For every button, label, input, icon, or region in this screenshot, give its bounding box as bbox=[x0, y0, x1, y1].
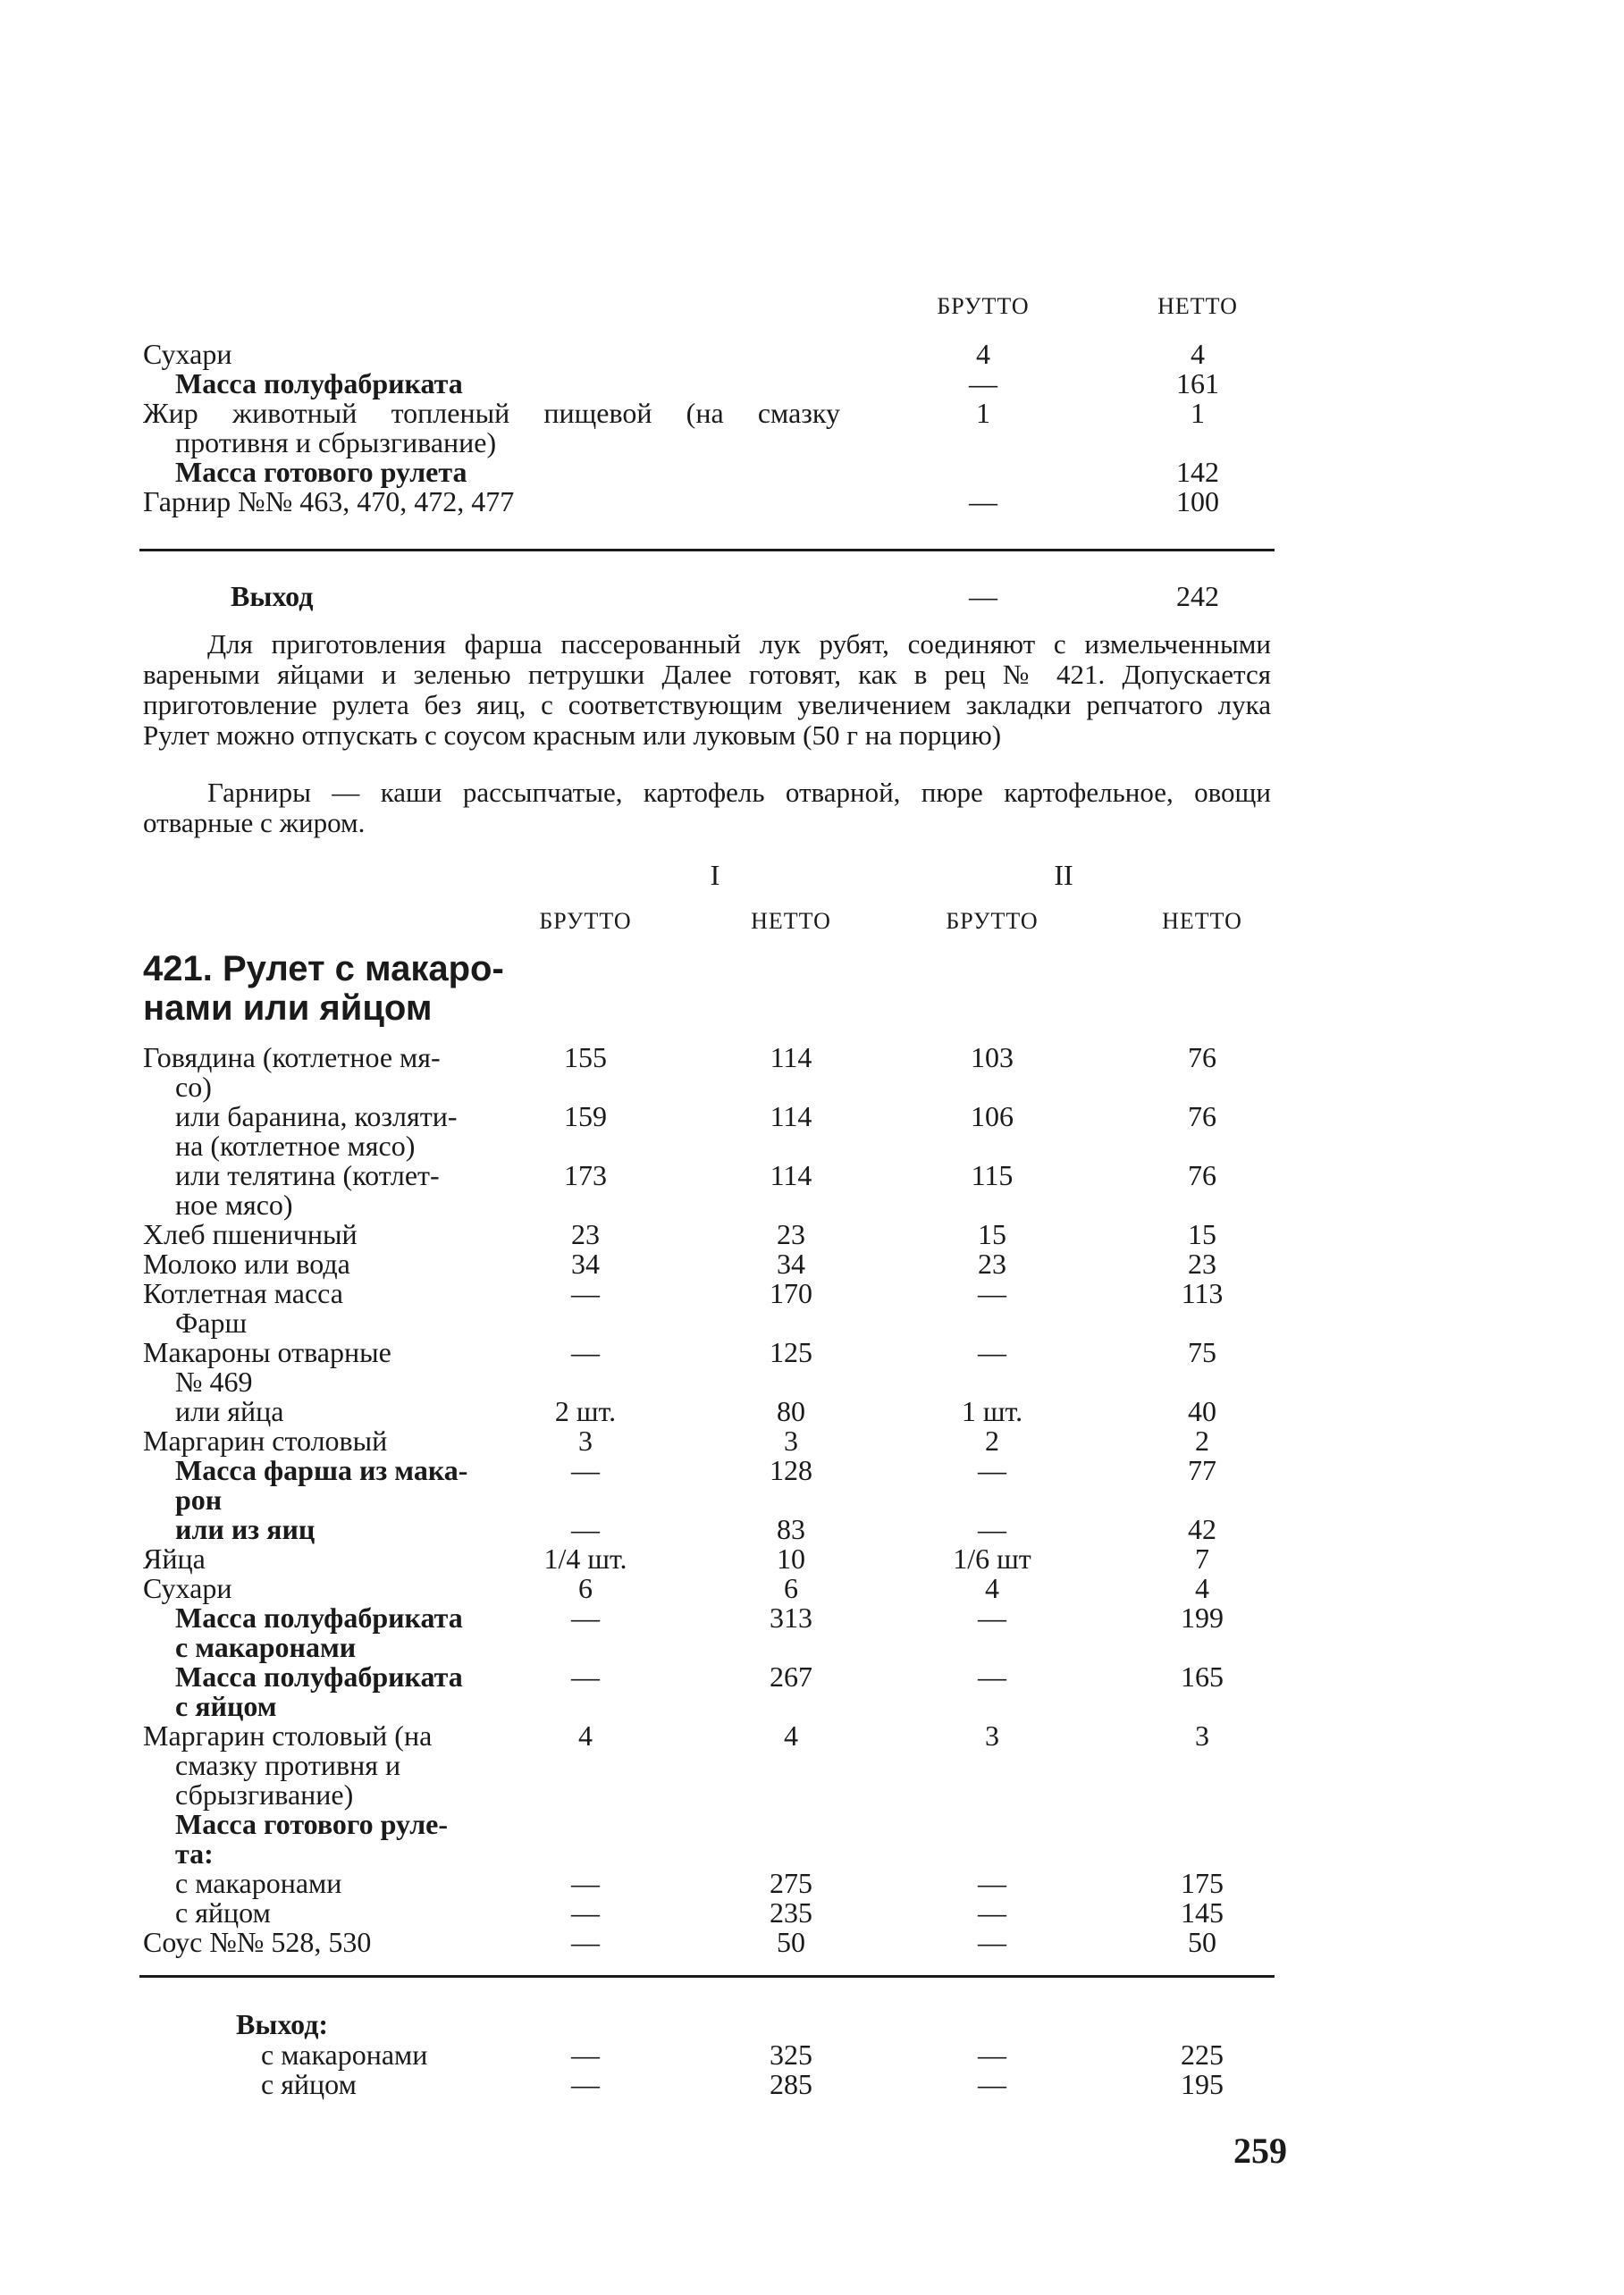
row-brutto: 1 bbox=[976, 397, 990, 429]
table-rule-bottom bbox=[139, 1975, 1275, 1978]
recipe-cell: 6 bbox=[784, 1572, 798, 1604]
recipe-cell: — bbox=[571, 1454, 600, 1486]
recipe-cell: 106 bbox=[971, 1100, 1014, 1132]
recipe-row-name: рон bbox=[175, 1484, 223, 1516]
recipe-row-name: или баранина, козляти- bbox=[175, 1100, 458, 1132]
recipe-cell: 75 bbox=[1188, 1336, 1216, 1368]
recipe-cell: 15 bbox=[978, 1218, 1006, 1250]
recipe-cell: 173 bbox=[564, 1159, 607, 1191]
recipe-cell: 3 bbox=[578, 1425, 593, 1457]
recipe-cell: — bbox=[571, 1867, 600, 1899]
recipe-cell: — bbox=[978, 1454, 1006, 1486]
recipe-row-name: сбрызгивание) bbox=[175, 1778, 354, 1811]
recipe-cell: — bbox=[571, 1926, 600, 1958]
row-name: Масса полуфабриката bbox=[175, 367, 463, 399]
recipe-cell: 76 bbox=[1188, 1159, 1216, 1191]
recipe-row-name: со) bbox=[175, 1071, 212, 1103]
recipe-cell: 40 bbox=[1188, 1395, 1216, 1427]
table-rule bbox=[139, 549, 1275, 551]
recipe-cell: — bbox=[571, 1513, 600, 1545]
recipe-cell: 165 bbox=[1181, 1660, 1224, 1693]
row-brutto: — bbox=[969, 485, 997, 517]
recipe-row-name: Яйца bbox=[143, 1543, 206, 1575]
recipe-row-name: Соус №№ 528, 530 bbox=[143, 1926, 372, 1958]
recipe-cell: 1 шт. bbox=[961, 1395, 1023, 1427]
paragraph-garnish: Гарниры — каши рассыпчатые, картофель отварной, пюре картофельное, овощи отварные с жиром. bbox=[143, 777, 1271, 838]
recipe-cell: 4 bbox=[784, 1719, 798, 1752]
recipe-row-name: Масса фарша из мака- bbox=[175, 1454, 468, 1486]
recipe-row-name: или яйца bbox=[175, 1395, 284, 1427]
recipe-row-name: Макароны отварные bbox=[143, 1336, 391, 1368]
recipe-cell: 103 bbox=[971, 1041, 1014, 1073]
recipe-cell: 2 bbox=[1195, 1425, 1209, 1457]
recipe-cell: 34 bbox=[777, 1248, 805, 1280]
recipe-cell: 114 bbox=[770, 1041, 812, 1073]
recipe-cell: — bbox=[978, 1896, 1006, 1929]
recipe-cell: 77 bbox=[1188, 1454, 1216, 1486]
recipe-cell: 76 bbox=[1188, 1041, 1216, 1073]
row-netto: 1 bbox=[1191, 397, 1205, 429]
recipe-row-name: Фарш bbox=[175, 1307, 248, 1339]
recipe-cell: 23 bbox=[1188, 1248, 1216, 1280]
recipe-cell: 115 bbox=[971, 1159, 1014, 1191]
recipe-cell: — bbox=[571, 1601, 600, 1634]
recipe-cell: 7 bbox=[1195, 1543, 1209, 1575]
recipe-cell: — bbox=[978, 1867, 1006, 1899]
recipe-cell: 80 bbox=[777, 1395, 805, 1427]
recipe-row-name: с яйцом bbox=[175, 1896, 271, 1929]
recipe-row-name: или из яиц bbox=[175, 1513, 316, 1545]
recipe-title-line2: нами или яйцом bbox=[143, 988, 433, 1028]
recipe-output-cell: — bbox=[978, 2068, 1006, 2100]
recipe-cell: 170 bbox=[770, 1277, 812, 1309]
col-header-netto-1: НЕТТО bbox=[751, 908, 831, 934]
recipe-cell: 23 bbox=[777, 1218, 805, 1250]
recipe-output-name: с яйцом bbox=[261, 2068, 357, 2100]
recipe-cell: 275 bbox=[770, 1867, 812, 1899]
recipe-cell: 23 bbox=[978, 1248, 1006, 1280]
recipe-cell: 2 шт. bbox=[554, 1395, 617, 1427]
recipe-row-name: Масса полуфабриката bbox=[175, 1601, 463, 1634]
recipe-output-cell: 325 bbox=[770, 2039, 812, 2071]
recipe-row-name: с макаронами bbox=[175, 1631, 357, 1663]
recipe-cell: 125 bbox=[770, 1336, 812, 1368]
recipe-cell: — bbox=[571, 1277, 600, 1309]
recipe-cell: 2 bbox=[985, 1425, 999, 1457]
recipe-cell: 235 bbox=[770, 1896, 812, 1929]
recipe-cell: — bbox=[571, 1336, 600, 1368]
recipe-cell: 15 bbox=[1188, 1218, 1216, 1250]
recipe-cell: 6 bbox=[578, 1572, 593, 1604]
row-name: Масса готового рулета bbox=[175, 456, 467, 488]
recipe-cell: — bbox=[978, 1601, 1006, 1634]
recipe-row-name: Молоко или вода bbox=[143, 1248, 350, 1280]
recipe-cell: 114 bbox=[770, 1100, 812, 1132]
recipe-output-cell: 195 bbox=[1181, 2068, 1224, 2100]
recipe-row-name: Хлеб пшеничный bbox=[143, 1218, 358, 1250]
recipe-output-cell: — bbox=[978, 2039, 1006, 2071]
output-label: Выход bbox=[231, 580, 314, 612]
recipe-row-name: Говядина (котлетное мя- bbox=[143, 1041, 441, 1073]
recipe-cell: 42 bbox=[1188, 1513, 1216, 1545]
row-name: Гарнир №№ 463, 470, 472, 477 bbox=[143, 485, 515, 517]
recipe-cell: — bbox=[571, 1896, 600, 1929]
recipe-row-name: с макаронами bbox=[175, 1867, 342, 1899]
recipe-cell: 50 bbox=[1188, 1926, 1216, 1958]
recipe-row-name: № 469 bbox=[175, 1366, 253, 1398]
recipe-row-name: ное мясо) bbox=[175, 1189, 293, 1221]
recipe-output-label: Выход: bbox=[236, 2008, 329, 2040]
recipe-cell: — bbox=[978, 1513, 1006, 1545]
recipe-row-name: смазку противня и bbox=[175, 1749, 401, 1781]
recipe-cell: — bbox=[978, 1926, 1006, 1958]
group-header-2: II bbox=[1054, 859, 1073, 891]
recipe-cell: 155 bbox=[564, 1041, 607, 1073]
recipe-cell: 34 bbox=[571, 1248, 600, 1280]
recipe-cell: 76 bbox=[1188, 1100, 1216, 1132]
recipe-row-name: на (котлетное мясо) bbox=[175, 1130, 416, 1162]
recipe-row-name: Масса готового руле- bbox=[175, 1808, 448, 1840]
recipe-cell: 3 bbox=[985, 1719, 999, 1752]
recipe-row-name: Котлетная масса bbox=[143, 1277, 343, 1309]
recipe-cell: — bbox=[978, 1336, 1006, 1368]
recipe-cell: 159 bbox=[564, 1100, 607, 1132]
recipe-cell: 313 bbox=[770, 1601, 812, 1634]
recipe-cell: 267 bbox=[770, 1660, 812, 1693]
recipe-row-name: Масса полуфабриката bbox=[175, 1660, 463, 1693]
recipe-output-cell: 225 bbox=[1181, 2039, 1224, 2071]
row-name: Жир животный топленый пищевой (на смазку bbox=[143, 397, 840, 429]
recipe-row-name: Сухари bbox=[143, 1572, 232, 1604]
recipe-cell: 199 bbox=[1181, 1601, 1224, 1634]
recipe-cell: 4 bbox=[1195, 1572, 1209, 1604]
recipe-output-cell: — bbox=[571, 2068, 600, 2100]
recipe-cell: 175 bbox=[1181, 1867, 1224, 1899]
recipe-cell: — bbox=[571, 1660, 600, 1693]
recipe-row-name: с яйцом bbox=[175, 1690, 277, 1722]
output-brutto: — bbox=[969, 580, 997, 612]
recipe-row-name: или телятина (котлет- bbox=[175, 1159, 440, 1191]
recipe-cell: 128 bbox=[770, 1454, 812, 1486]
col-header-brutto-1: БРУТТО bbox=[539, 908, 632, 934]
recipe-row-name: та: bbox=[175, 1837, 214, 1870]
row-name: Сухари bbox=[143, 338, 232, 370]
group-header-1: I bbox=[710, 859, 720, 891]
recipe-cell: 1/6 шт bbox=[953, 1543, 1031, 1575]
row-netto: 142 bbox=[1176, 456, 1219, 488]
recipe-cell: 50 bbox=[777, 1926, 805, 1958]
recipe-cell: 23 bbox=[571, 1218, 600, 1250]
row-name: противня и сбрызгивание) bbox=[175, 426, 497, 458]
recipe-cell: 3 bbox=[784, 1425, 798, 1457]
recipe-output-cell: — bbox=[571, 2039, 600, 2071]
output-netto: 242 bbox=[1176, 580, 1219, 612]
recipe-cell: 114 bbox=[770, 1159, 812, 1191]
col-header-netto: НЕТТО bbox=[1157, 293, 1238, 319]
recipe-cell: — bbox=[978, 1660, 1006, 1693]
paragraph-preparation: Для приготовления фарша пассерованный лук рубят, соединяют с измельченными вареными яйцами и зеленью петрушки Далее готовят, как в рец № 421. Допускается приготовление рулета без яиц, с соответствующим увеличением закладки репчатого лука Рулет можно отпускать с соусом красным или луковым (50 г на порцию) bbox=[143, 628, 1271, 751]
recipe-cell: 4 bbox=[985, 1572, 999, 1604]
recipe-output-name: с макаронами bbox=[261, 2039, 428, 2071]
row-brutto: — bbox=[969, 367, 997, 399]
recipe-output-cell: 285 bbox=[770, 2068, 812, 2100]
recipe-cell: 1/4 шт. bbox=[543, 1543, 627, 1575]
recipe-cell: — bbox=[978, 1277, 1006, 1309]
page-number: 259 bbox=[1233, 2131, 1287, 2171]
row-netto: 100 bbox=[1176, 485, 1219, 517]
recipe-title-line1: 421. Рулет с макаро- bbox=[143, 949, 504, 988]
row-netto: 4 bbox=[1191, 338, 1205, 370]
recipe-row-name: Маргарин столовый bbox=[143, 1425, 388, 1457]
recipe-cell: 3 bbox=[1195, 1719, 1209, 1752]
recipe-cell: 10 bbox=[777, 1543, 805, 1575]
recipe-cell: 83 bbox=[777, 1513, 805, 1545]
recipe-row-name: Маргарин столовый (на bbox=[143, 1719, 433, 1752]
recipe-cell: 113 bbox=[1181, 1277, 1224, 1309]
col-header-brutto: БРУТТО bbox=[937, 293, 1030, 319]
col-header-netto-2: НЕТТО bbox=[1162, 908, 1242, 934]
col-header-brutto-2: БРУТТО bbox=[946, 908, 1039, 934]
row-brutto: 4 bbox=[976, 338, 990, 370]
row-netto: 161 bbox=[1176, 367, 1219, 399]
recipe-cell: 4 bbox=[578, 1719, 593, 1752]
recipe-cell: 145 bbox=[1181, 1896, 1224, 1929]
